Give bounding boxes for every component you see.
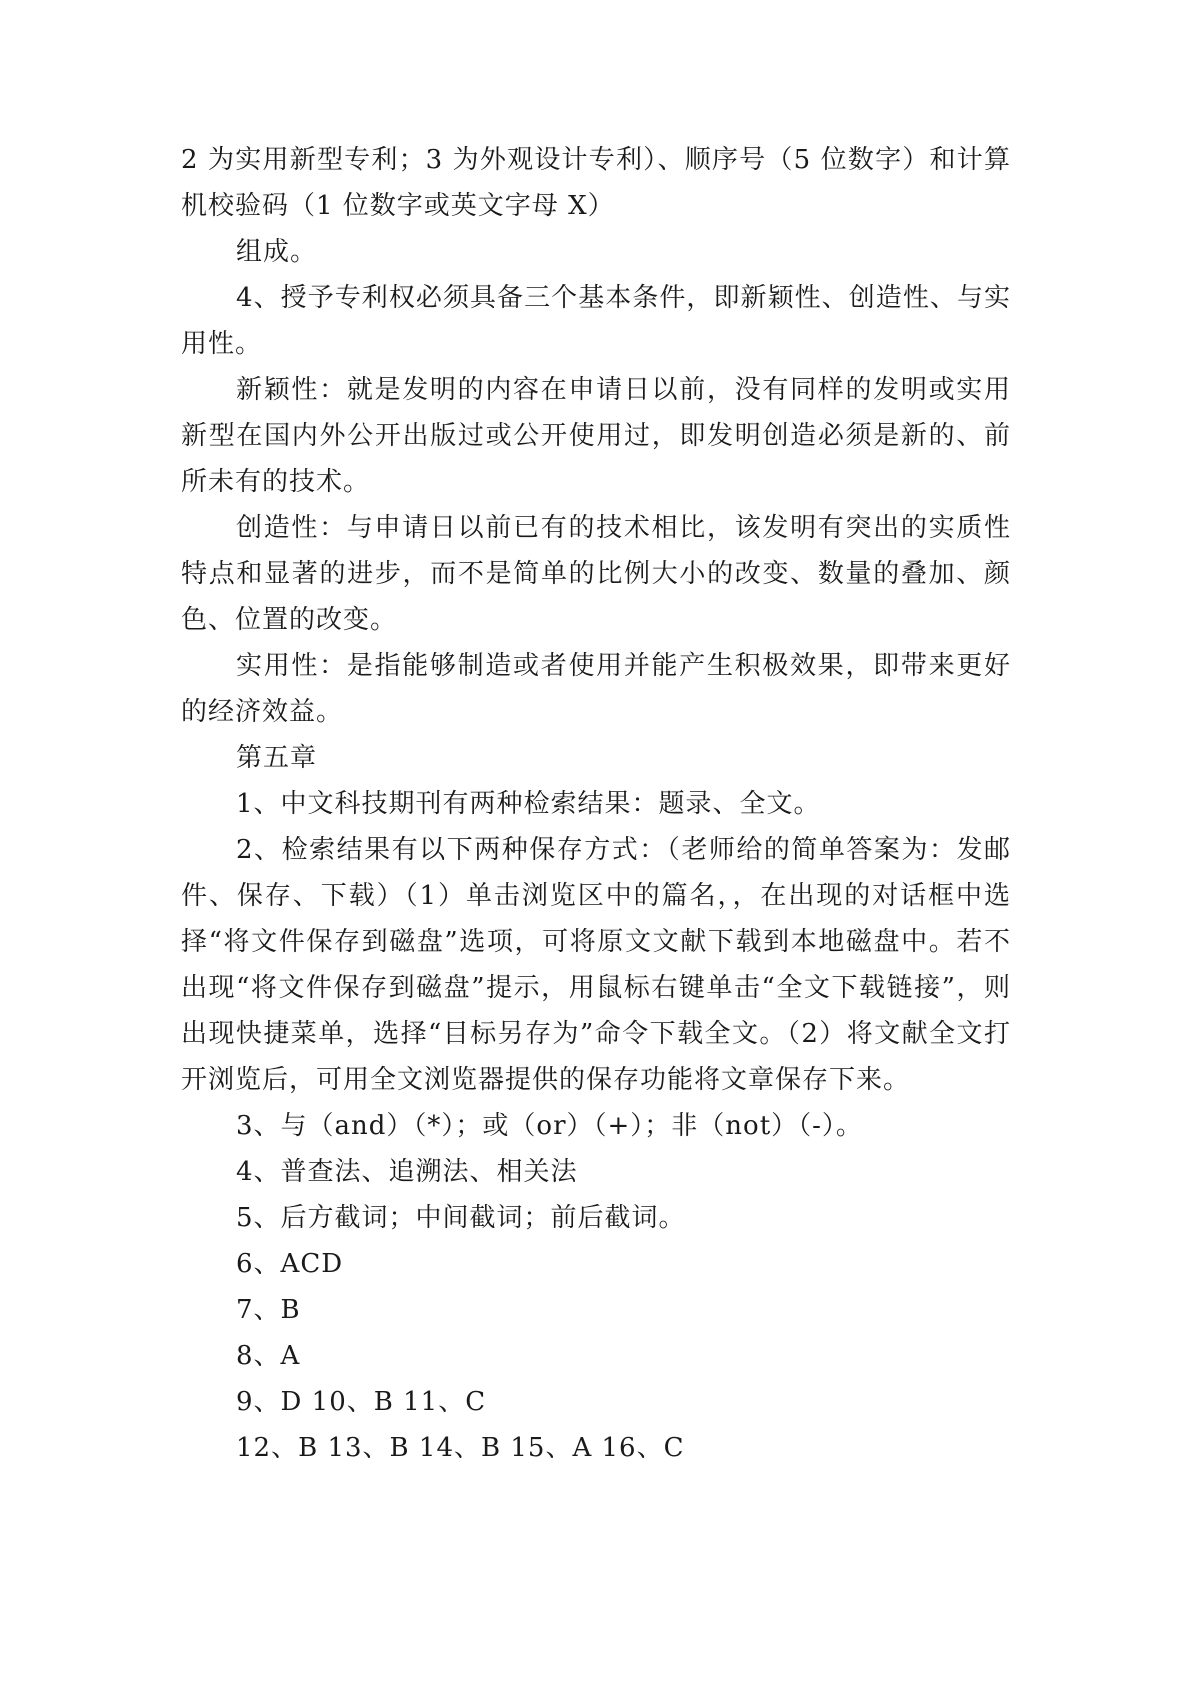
answer-3: 3、与（and）（*）；或（or）（+）；非（not）（-）。 [236,1111,863,1141]
body-text [181,137,1011,1471]
answer-6: 6、ACD [236,1249,344,1279]
answer-7: 7、B [236,1295,301,1325]
answer-1: 1、中文科技期刊有两种检索结果：题录、全文。 [236,789,821,819]
answers-12-16: 12、B 13、B 14、B 15、A 16、C [236,1433,685,1463]
paragraph-inventiveness: 创造性：与申请日以前已有的技术相比，该发明有突出的实质性特点和显著的进步，而不是简单的比例大小的改变、数量的叠加、颜色、位置的改变。 [181,513,1011,635]
chapter-heading: 第五章 [236,743,318,773]
answer-4: 4、普查法、追溯法、相关法 [236,1157,578,1187]
answers-9-11: 9、D 10、B 11、C [236,1387,487,1417]
answer-5: 5、后方截词；中间截词；前后截词。 [236,1203,686,1233]
paragraph-patent-number-format: 2 为实用新型专利；3 为外观设计专利）、顺序号（5 位数字）和计算机校验码（1 位数字或英文字母 X） [181,145,1011,221]
answer-2: 2、检索结果有以下两种保存方式：（老师给的简单答案为：发邮件、保存、下载）（1）单击浏览区中的篇名，，在出现的对话框中选择“将文件保存到磁盘”选项，可将原文文献下载到本地磁盘中。若不出现“将文件保存到磁盘”提示，用鼠标右键单击“全文下载链接”，则出现快捷菜单，选择“目标另存为”命令下载全文。（2）将文献全文打开浏览后，可用全文浏览器提供的保存功能将文章保存下来。 [181,835,1011,1095]
paragraph-novelty: 新颖性：就是发明的内容在申请日以前，没有同样的发明或实用新型在国内外公开出版过或公开使用过，即发明创造必须是新的、前所未有的技术。 [181,375,1011,497]
paragraph-practicality: 实用性：是指能够制造或者使用并能产生积极效果，即带来更好的经济效益。 [181,651,1011,727]
paragraph-patent-conditions: 4、授予专利权必须具备三个基本条件，即新颖性、创造性、与实用性。 [181,283,1011,359]
paragraph-composition: 组成。 [236,237,318,267]
answer-8: 8、A [236,1341,301,1371]
